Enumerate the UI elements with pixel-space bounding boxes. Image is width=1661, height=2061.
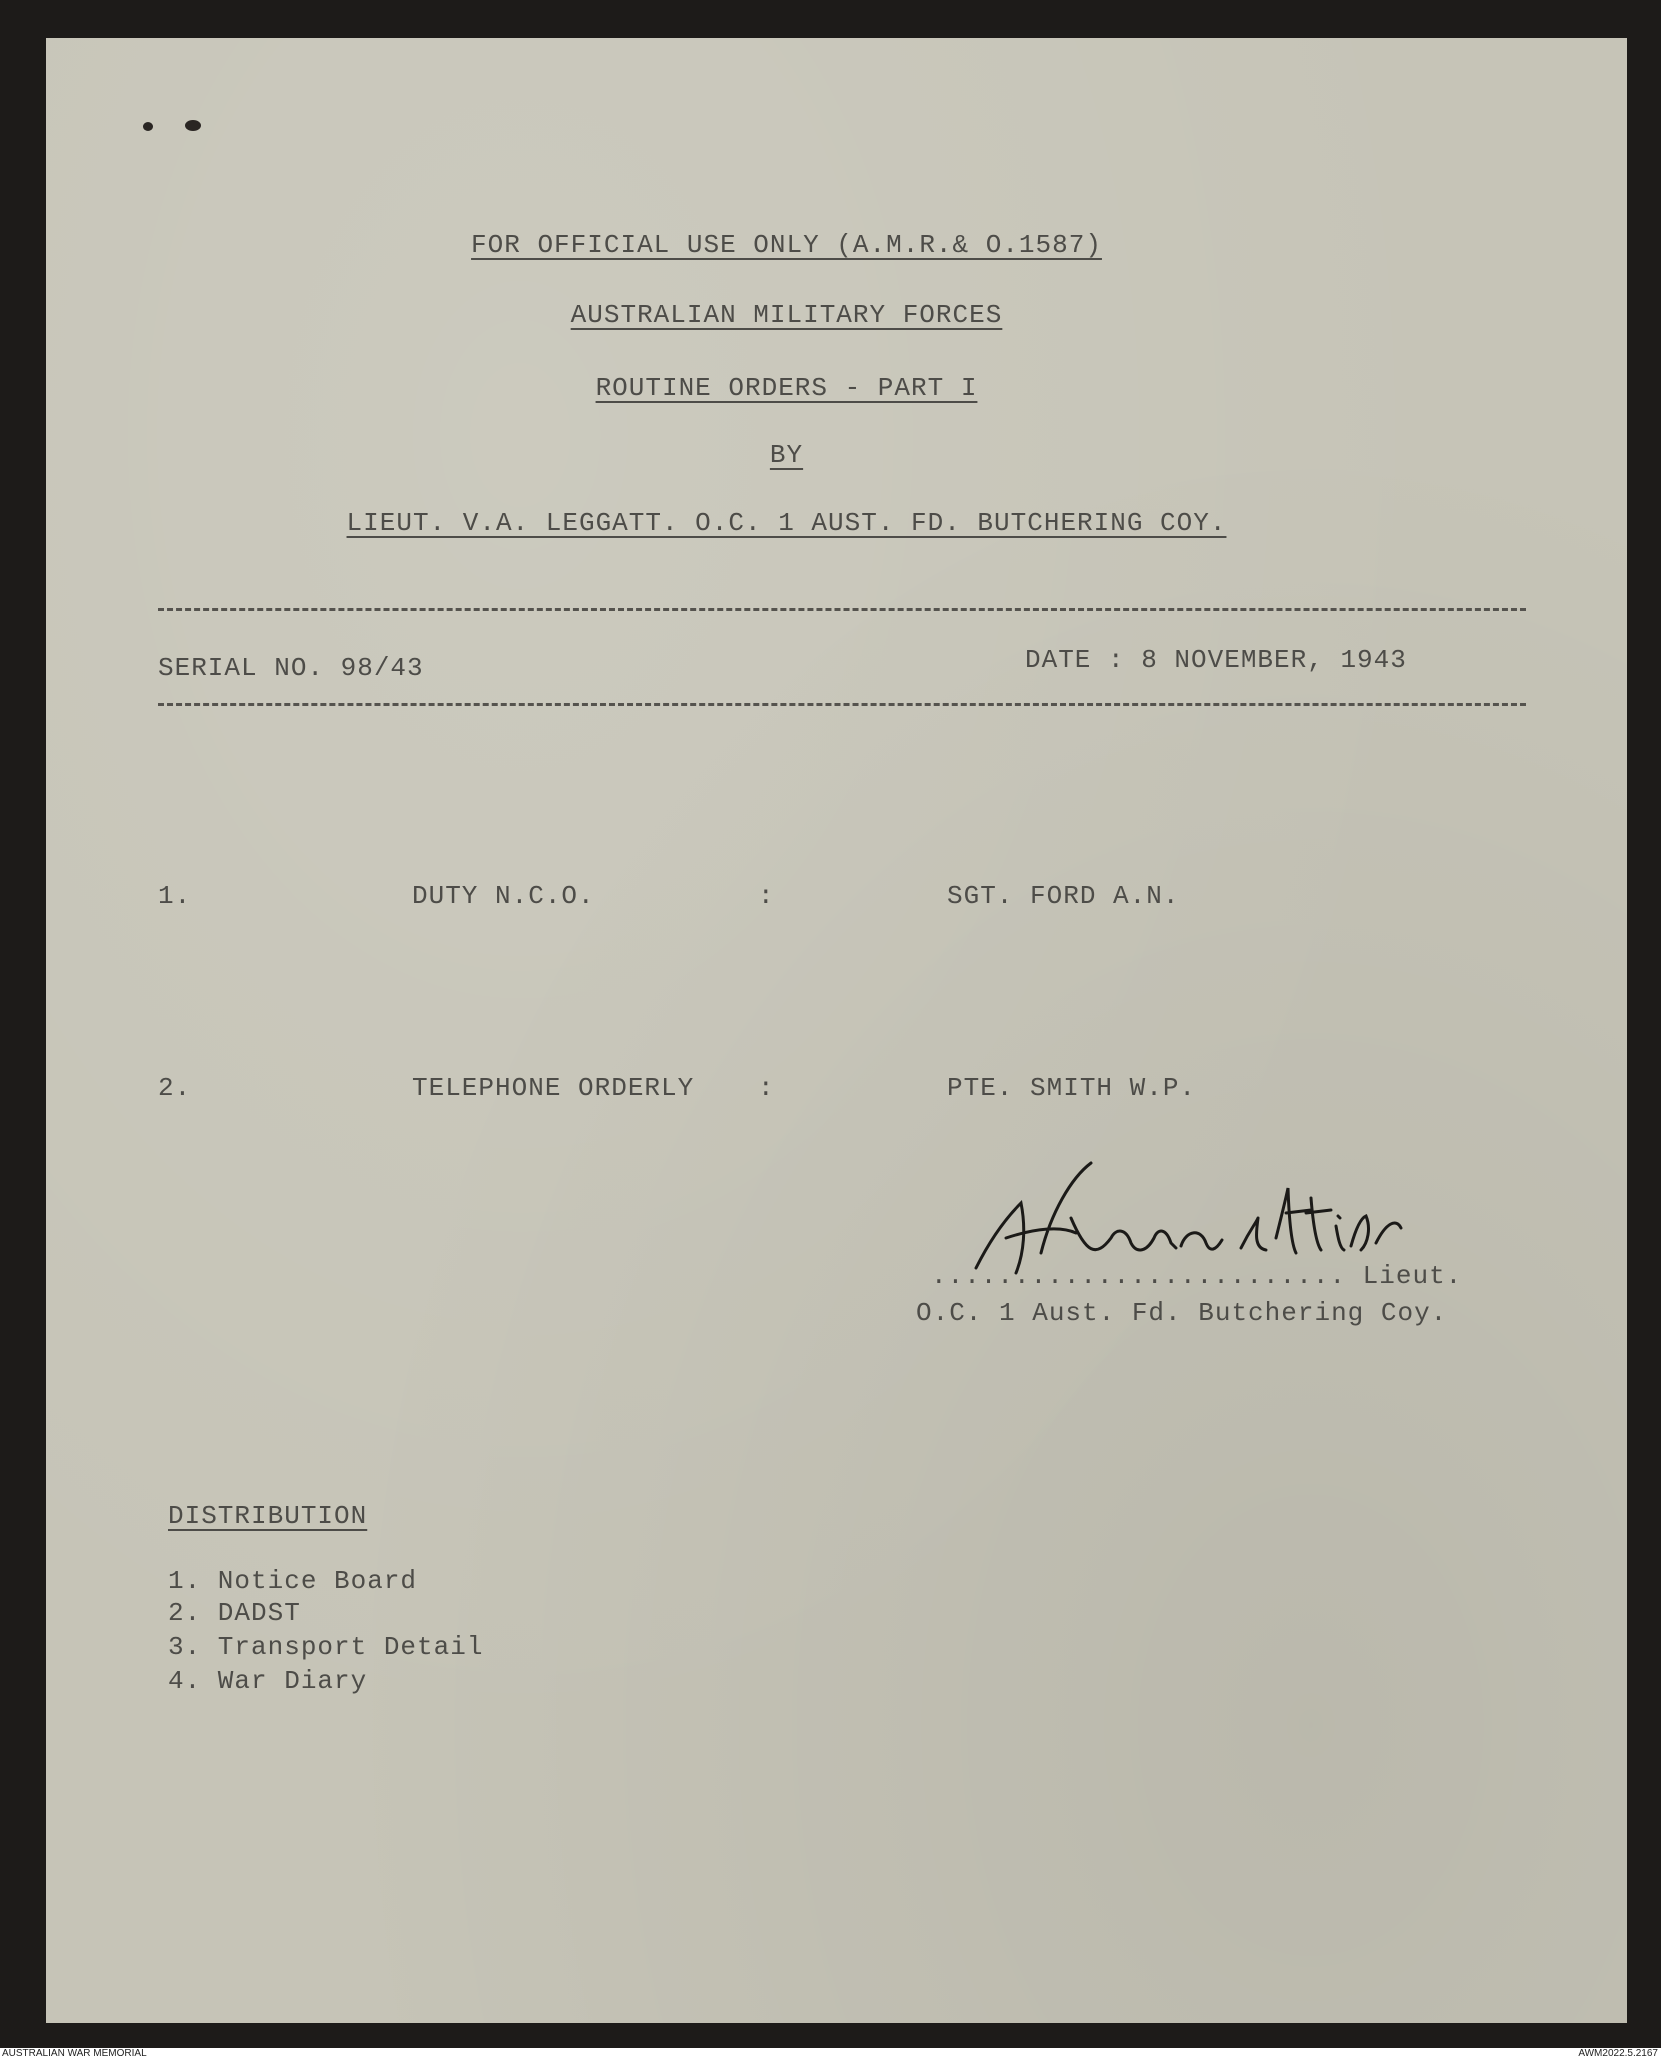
divider-top	[158, 608, 1526, 611]
header-issuer: LIEUT. V.A. LEGGATT. O.C. 1 AUST. FD. BUTCHERING COY.	[346, 508, 1227, 538]
document-page	[46, 38, 1627, 2023]
signature-line: ......................... Lieut.	[931, 1261, 1463, 1291]
punch-hole-mark	[143, 122, 153, 131]
divider-bottom	[158, 703, 1526, 706]
archive-footer	[0, 2048, 1661, 2061]
order-date: DATE : 8 NOVEMBER, 1943	[1025, 645, 1407, 675]
header-by: BY	[769, 440, 804, 470]
order-name: PTE. SMITH W.P.	[947, 1073, 1197, 1103]
order-name: SGT. FORD A.N.	[947, 881, 1180, 911]
header-classification: FOR OFFICIAL USE ONLY (A.M.R.& O.1587)	[471, 230, 1102, 260]
serial-number: SERIAL NO. 98/43	[158, 653, 424, 683]
distribution-item: 4. War Diary	[168, 1666, 368, 1696]
header-forces: AUSTRALIAN MILITARY FORCES	[570, 300, 1003, 330]
distribution-item: 1. Notice Board	[168, 1566, 418, 1596]
punch-hole-mark	[185, 120, 201, 131]
archive-reference: AWM2022.5.2167	[1578, 2048, 1658, 2059]
order-number: 1.	[158, 881, 192, 911]
archive-name: AUSTRALIAN WAR MEMORIAL	[2, 2048, 147, 2059]
order-separator: :	[758, 881, 775, 911]
order-separator: :	[758, 1073, 775, 1103]
distribution-item: 3. Transport Detail	[168, 1632, 484, 1662]
header-orders-title: ROUTINE ORDERS - PART I	[595, 373, 978, 403]
signature-title: O.C. 1 Aust. Fd. Butchering Coy.	[916, 1298, 1448, 1328]
order-number: 2.	[158, 1073, 192, 1103]
order-duty: TELEPHONE ORDERLY	[412, 1073, 695, 1103]
order-duty: DUTY N.C.O.	[412, 881, 595, 911]
distribution-heading: DISTRIBUTION	[168, 1501, 368, 1531]
distribution-item: 2. DADST	[168, 1598, 301, 1628]
